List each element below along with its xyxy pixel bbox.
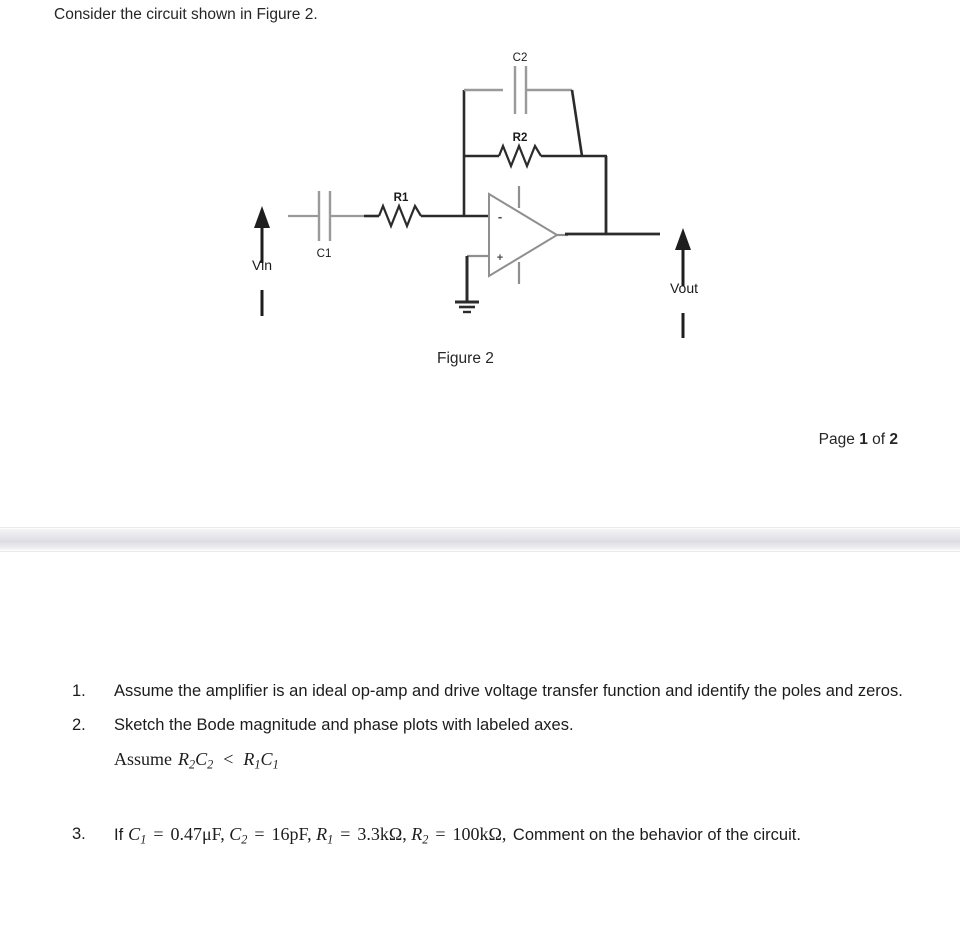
question-text-2: Sketch the Bode magnitude and phase plots with labeled axes. bbox=[114, 716, 574, 734]
page-indicator-middle: of bbox=[872, 431, 886, 448]
question-text-1: Assume the amplifier is an ideal op-amp and drive voltage transfer function and identify the poles and zeros. bbox=[114, 682, 903, 700]
label-noninverting-input: + bbox=[496, 252, 504, 264]
assume-rhs-r-sub: 1 bbox=[254, 757, 261, 772]
value-symbol: C bbox=[229, 824, 242, 845]
value-symbol: C bbox=[128, 824, 141, 845]
assume-rhs-r: R bbox=[243, 749, 255, 769]
r1-resistor bbox=[364, 206, 463, 226]
question-3-values bbox=[128, 824, 511, 847]
r2-branch bbox=[464, 146, 607, 234]
assume-rhs-c: C bbox=[260, 749, 273, 769]
value-number: 100kΩ bbox=[452, 824, 502, 845]
value-subscript: 1 bbox=[327, 832, 334, 847]
question-3-lead: If bbox=[114, 826, 124, 845]
assume-lhs-r: R bbox=[178, 749, 189, 769]
question-3-tail: Comment on the behavior of the circuit. bbox=[512, 826, 801, 845]
page-break-band bbox=[0, 527, 960, 552]
question-3-value-4 bbox=[411, 824, 511, 847]
circuit-figure bbox=[0, 48, 960, 338]
circuit-diagram-svg bbox=[0, 48, 960, 338]
assume-lhs-c-sub: 2 bbox=[207, 757, 214, 772]
value-number: 3.3kΩ bbox=[357, 824, 403, 845]
question-item-3 bbox=[72, 817, 954, 856]
page-two bbox=[0, 552, 960, 936]
page-indicator-total: 2 bbox=[889, 431, 898, 448]
assume-relation: < bbox=[223, 749, 234, 769]
value-separator: , bbox=[501, 824, 511, 845]
value-subscript: 2 bbox=[241, 832, 248, 847]
value-separator: , bbox=[220, 824, 230, 845]
label-r1: R1 bbox=[393, 192, 409, 204]
question-3-value-2 bbox=[229, 824, 317, 847]
value-symbol: R bbox=[411, 824, 423, 845]
label-c2: C2 bbox=[512, 52, 528, 64]
value-separator: , bbox=[402, 824, 412, 845]
value-equals: = bbox=[254, 824, 265, 845]
question-3-value-3 bbox=[316, 824, 412, 847]
label-r2: R2 bbox=[512, 132, 528, 144]
page-indicator-prefix: Page bbox=[818, 431, 855, 448]
figure-caption: Figure 2 bbox=[437, 350, 494, 367]
value-number: 16pF bbox=[271, 824, 308, 845]
ground-connection bbox=[455, 256, 489, 312]
question-number-2: 2. bbox=[72, 716, 86, 734]
value-subscript: 2 bbox=[422, 832, 429, 847]
question-text-3 bbox=[114, 817, 954, 856]
question-item-2 bbox=[72, 708, 954, 781]
assume-rhs-c-sub: 1 bbox=[272, 757, 279, 772]
question-2-assumption bbox=[114, 742, 954, 781]
label-c1: C1 bbox=[316, 248, 332, 260]
value-equals: = bbox=[435, 824, 446, 845]
question-number-3: 3. bbox=[72, 825, 86, 844]
page-indicator-current: 1 bbox=[859, 431, 868, 448]
question-number-1: 1. bbox=[72, 682, 86, 700]
label-inverting-input: - bbox=[497, 209, 503, 224]
op-amp-symbol bbox=[489, 186, 568, 284]
assume-prefix: Assume bbox=[114, 749, 172, 769]
value-equals: = bbox=[340, 824, 351, 845]
value-separator: , bbox=[307, 824, 317, 845]
label-vout: Vout bbox=[669, 280, 699, 296]
c1-capacitor bbox=[288, 191, 364, 241]
assume-lhs-r-sub: 2 bbox=[189, 757, 196, 772]
intro-text: Consider the circuit shown in Figure 2. bbox=[54, 6, 318, 23]
question-list bbox=[72, 674, 954, 857]
question-3-value-1 bbox=[128, 824, 230, 847]
label-vin: Vin bbox=[252, 257, 272, 273]
assume-lhs-c: C bbox=[195, 749, 208, 769]
value-subscript: 1 bbox=[140, 832, 147, 847]
page-indicator bbox=[819, 431, 898, 449]
value-number: 0.47μF bbox=[170, 824, 221, 845]
value-equals: = bbox=[153, 824, 164, 845]
value-symbol: R bbox=[316, 824, 328, 845]
question-item-1 bbox=[72, 674, 954, 708]
